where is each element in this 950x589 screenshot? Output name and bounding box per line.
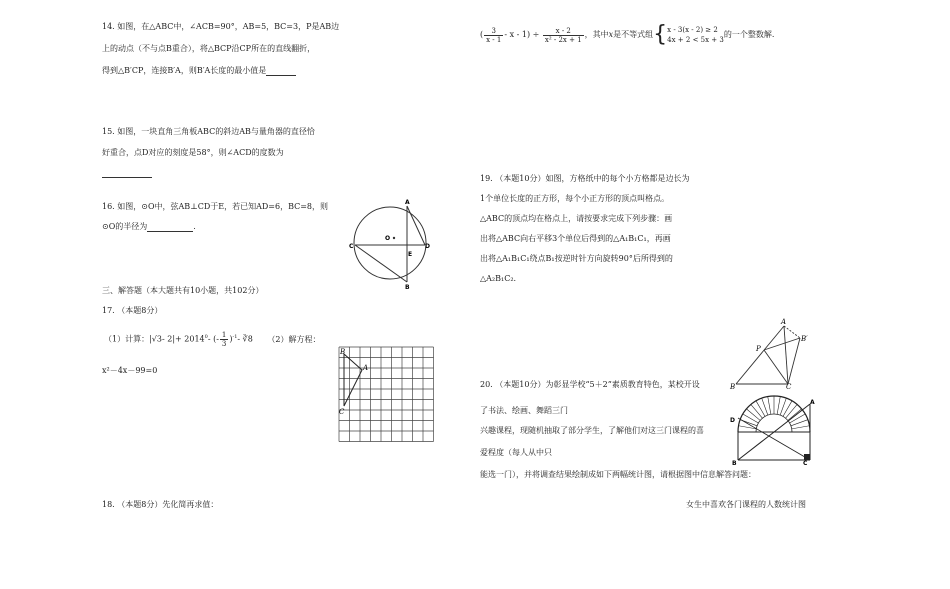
segment-bpc (788, 338, 800, 384)
fold-label-b: B (730, 383, 736, 391)
paren-close: ) (229, 334, 233, 344)
fold-label-p: P (756, 345, 761, 353)
protractor-ticks (738, 396, 810, 432)
minus-paren: - (- (207, 334, 219, 344)
q14-line3-text: 得到△B′CP，连接B′A，则B′A长度的最小值是 (102, 66, 267, 75)
q14-line2: 上的动点（不与点B重合），将△BCP沿CP所在的直线翻折， (102, 44, 316, 53)
abs-close: | (172, 334, 176, 344)
circle-label-b: B (405, 284, 410, 291)
protractor-label-a: A (810, 399, 815, 406)
q16-line2 (102, 222, 196, 232)
circle-figure (349, 198, 432, 291)
protractor-tick (768, 397, 771, 415)
segment-pc (764, 350, 788, 384)
inequality-system (667, 25, 724, 45)
q17-calc-line (104, 330, 320, 348)
q20-line1: 20. （本题10分）为彰显学校“5＋2”素质教育特色，某校开设 (480, 380, 700, 389)
protractor-tick (788, 409, 802, 421)
q19-line5: 出将△A₁B₁C₁绕点B₁按逆时针方向旋转90°后所得到的 (480, 254, 673, 263)
fraction-3-num: 3 (484, 27, 503, 36)
q14-line1: 14. 如图，在△ABC中，∠ACB=90°，AB=5，BC=3，P是AB边 (102, 22, 340, 31)
inequality-2: 4x + 2 < 5x + 3 (667, 36, 724, 44)
q15-answer-line (102, 168, 152, 178)
grid-label-b: B (340, 348, 346, 356)
expr-divide: ÷ (532, 30, 540, 39)
grid-lines (339, 347, 434, 442)
fraction-3-over-x-1 (484, 27, 503, 44)
protractor-figure (730, 392, 815, 466)
fraction-one-third (220, 331, 228, 348)
q19-line4: 出将△ABC向右平移3个单位后得到的△A₁B₁C₁，再画 (480, 234, 671, 243)
q20-line2: 了书法、绘画、舞蹈三门 (480, 406, 568, 415)
q17-part1-label: （1）计算： (104, 334, 150, 344)
expr-var-x: x (608, 30, 614, 39)
fold-label-a: A (781, 318, 787, 326)
fraction-x-2 (543, 27, 584, 44)
fold-label-c: C (786, 383, 792, 391)
grid-figure (338, 346, 436, 442)
segment-ac (784, 326, 788, 384)
zero-exponent: 0 (204, 334, 208, 340)
cube-root-8: - ∛8 (237, 334, 253, 344)
q20-line3: 兴趣课程，现随机抽取了部分学生，了解他们对这三门课程的喜 (480, 426, 704, 435)
circle-label-c: C (349, 243, 354, 250)
q15-line1: 15. 如图，一块直角三角板ABC的斜边AB与量角器的直径恰 (102, 127, 315, 136)
inequality-1: x - 3(x - 2) ≥ 2 (667, 26, 718, 34)
q16-line2-text: ⊙O的半径为 (102, 222, 148, 231)
protractor-tick (751, 404, 763, 418)
q19-line1: 19. （本题10分）如图，方格纸中的每个小方格都是边长为 (480, 174, 690, 183)
triangle-abc (344, 354, 362, 406)
expr-text-mid: ，其中 (584, 30, 609, 39)
q20-chart-title: 女生中喜欢各门课程的人数统计图 (686, 500, 806, 509)
q18-expression (480, 24, 774, 46)
q19-line6: △A₂B₁C₂. (480, 274, 517, 283)
protractor-tick (777, 397, 780, 415)
protractor-label-b: B (732, 460, 737, 467)
circle-label-d: D (425, 243, 430, 250)
q15-answer-blank (102, 169, 152, 178)
fraction-one-third-num: 1 (221, 331, 227, 340)
q20-line4: 爱程度（每人从中只 (480, 448, 552, 457)
grid-label-c: C (339, 408, 345, 416)
protractor-label-d: D (730, 417, 735, 424)
section-3-heading: 三、解答题（本大题共有10小题，共102分） (102, 286, 264, 295)
circle-label-e: E (408, 251, 413, 258)
fold-label-bprime: B′ (801, 335, 808, 343)
circle-o (354, 207, 426, 279)
circle-label-o: O (385, 235, 391, 242)
protractor-label-c: C (803, 460, 808, 467)
q16-line1: 16. 如图，⊙O中，弦AB⊥CD于E，若已知AD=6，BC=8，则 (102, 202, 329, 211)
segment-cd (738, 418, 810, 460)
segment-ad (407, 206, 425, 245)
q14-line3 (102, 66, 296, 76)
q18-title: 18. （本题8分）先化简再求值： (102, 500, 219, 509)
abs-open: | (149, 334, 152, 344)
q17-title: 17. （本题8分） (102, 306, 163, 315)
protractor-tick (792, 426, 810, 429)
center-dot (393, 237, 395, 239)
segment-ba (736, 326, 784, 384)
fraction-3-den: x - 1 (486, 35, 502, 44)
sqrt3: √3 (151, 334, 162, 344)
fold-triangle-figure (730, 318, 815, 390)
q17-equation: x²－4x－99=0 (102, 366, 158, 375)
q19-line3: △ABC的顶点均在格点上，请按要求完成下列步骤：画 (480, 214, 673, 223)
expr-paren-open: ( (480, 30, 484, 39)
fraction-one-third-den: 3 (221, 340, 227, 349)
protractor-tick (746, 409, 760, 421)
expr-text-end: 的一个整数解. (723, 30, 775, 39)
inequality-brace: { (653, 22, 668, 47)
plus-2014: + 2014 (175, 334, 205, 344)
segment-abp (784, 326, 800, 338)
q15-line2: 好重合，点D对应的刻度是58°，则∠ACD的度数为 (102, 148, 284, 157)
grid-label-a: A (363, 364, 369, 372)
expr-text-ineq: 是不等式组 (613, 30, 654, 39)
expr-minus-part: - x - 1) (504, 30, 531, 39)
segment-bc (355, 245, 407, 282)
fraction-x-2-num: x - 2 (543, 27, 584, 36)
q16-answer-blank (147, 223, 193, 232)
minus-two: - 2 (161, 334, 173, 344)
circle-label-a: A (405, 199, 410, 206)
protractor-tick (786, 404, 798, 418)
fraction-x-2-den: x² - 2x + 1 (544, 35, 582, 44)
q17-part2-label: （2）解方程： (267, 334, 321, 344)
neg-one-exponent: -1 (232, 334, 238, 340)
q19-line2: 1个单位长度的正方形，每个小正方形的顶点叫格点。 (480, 194, 670, 203)
q16-line2-end: . (193, 222, 196, 231)
q14-answer-blank (266, 67, 296, 76)
q20-line5: 能选一门），并将调查结果绘制成如下两幅统计图，请根据图中信息解答问题： (480, 470, 756, 479)
